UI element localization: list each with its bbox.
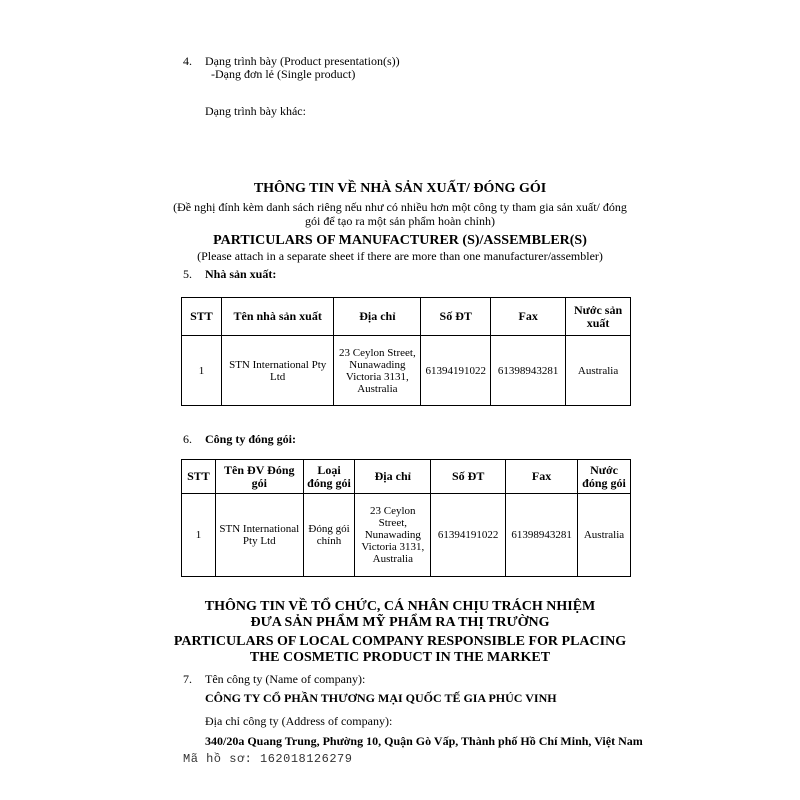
local-title-en-2: THE COSMETIC PRODUCT IN THE MARKET <box>249 650 551 665</box>
header-manufacturer-name: Tên nhà sản xuất <box>221 298 334 336</box>
cell-packager-name: STN International Pty Ltd <box>215 494 303 577</box>
header-address: Địa chỉ <box>355 460 431 494</box>
cell-phone: 61394191022 <box>421 336 491 406</box>
company-name: CÔNG TY CỔ PHẦN THƯƠNG MẠI QUỐC TẾ GIA PHÚC VINH <box>205 691 557 705</box>
header-fax: Fax <box>491 298 566 336</box>
cell-address: 23 Ceylon Street, Nunawading Victoria 3131, Australia <box>355 494 431 577</box>
cell-stt: 1 <box>182 336 222 406</box>
table-row <box>182 494 631 577</box>
company-name-label: Tên công ty (Name of company): <box>205 672 366 686</box>
packager-table <box>181 459 631 577</box>
packager-label: Công ty đóng gói: <box>205 432 297 446</box>
header-packaging-type: Loại đóng gói <box>303 460 355 494</box>
manufacturer-note-en: (Please attach in a separate sheet if there are more than one manufacturer/assembler) <box>197 249 603 263</box>
cell-fax: 61398943281 <box>491 336 566 406</box>
header-stt: STT <box>182 460 216 494</box>
header-phone: Số ĐT <box>421 298 491 336</box>
company-address: 340/20a Quang Trung, Phường 10, Quận Gò Vấp, Thành phố Hồ Chí Minh, Việt Nam <box>205 734 643 748</box>
local-title-en-1: PARTICULARS OF LOCAL COMPANY RESPONSIBLE FOR PLACING <box>173 634 627 649</box>
manufacturer-table <box>181 297 631 406</box>
section-5-number: 5. <box>183 267 192 281</box>
cell-country: Australia <box>566 336 631 406</box>
header-country: Nước sản xuất <box>566 298 631 336</box>
manufacturer-label: Nhà sản xuất: <box>205 267 277 281</box>
manufacturer-note-vi-2: gói để tạo ra một sản phẩm hoàn chỉnh) <box>305 214 495 228</box>
table-row <box>182 336 631 406</box>
cell-phone: 61394191022 <box>431 494 506 577</box>
section-6-number: 6. <box>183 432 192 446</box>
header-phone: Số ĐT <box>431 460 506 494</box>
single-product-label: -Dạng đơn lẻ (Single product) <box>211 67 356 81</box>
product-presentation-label: Dạng trình bày (Product presentation(s)) <box>205 54 400 68</box>
local-title-vi-1: THÔNG TIN VỀ TỔ CHỨC, CÁ NHÂN CHỊU TRÁCH NHIỆM <box>204 599 596 614</box>
section-4-number: 4. <box>183 54 192 68</box>
manufacturer-note-vi-1: (Đề nghị đính kèm danh sách riêng nếu như có nhiều hơn một công ty tham gia sản xuất/ đóng <box>173 200 627 214</box>
header-stt: STT <box>182 298 222 336</box>
cell-stt: 1 <box>182 494 216 577</box>
cell-packaging-type: Đóng gói chính <box>303 494 355 577</box>
other-presentation-label: Dạng trình bày khác: <box>205 104 306 118</box>
section-7-number: 7. <box>183 672 192 686</box>
company-address-label: Địa chỉ công ty (Address of company): <box>205 714 393 728</box>
cell-address: 23 Ceylon Street, Nunawading Victoria 3131, Australia <box>334 336 421 406</box>
cell-country: Australia <box>578 494 631 577</box>
header-address: Địa chỉ <box>334 298 421 336</box>
header-fax: Fax <box>506 460 578 494</box>
cell-manufacturer-name: STN International Pty Ltd <box>221 336 334 406</box>
dossier-code: Mã hồ sơ: 162018126279 <box>183 752 353 766</box>
manufacturer-title-en: PARTICULARS OF MANUFACTURER (S)/ASSEMBLER(S) <box>213 233 587 248</box>
local-title-vi-2: ĐƯA SẢN PHẨM MỸ PHẨM RA THỊ TRƯỜNG <box>250 615 550 630</box>
header-packaging-country: Nước đóng gói <box>578 460 631 494</box>
manufacturer-title-vi: THÔNG TIN VỀ NHÀ SẢN XUẤT/ ĐÓNG GÓI <box>253 181 547 196</box>
cell-fax: 61398943281 <box>506 494 578 577</box>
header-packager-name: Tên ĐV Đóng gói <box>215 460 303 494</box>
